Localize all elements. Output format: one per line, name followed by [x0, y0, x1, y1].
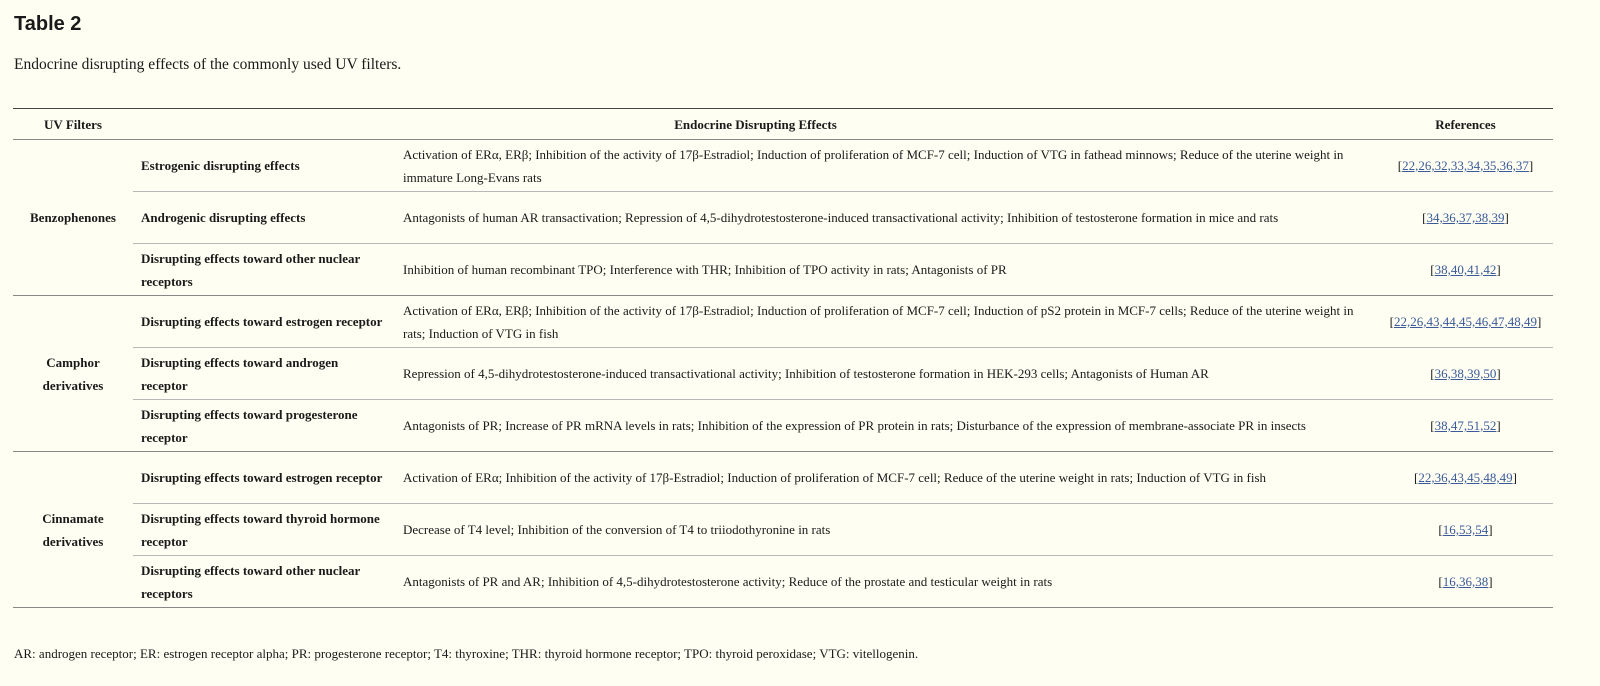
table-row: [13, 296, 1553, 348]
reference-link[interactable]: 16,53,54: [1442, 522, 1489, 537]
effect-detail: Inhibition of human recombinant TPO; Interference with THR; Inhibition of TPO activity in rats; Antagonists of PR: [395, 244, 1378, 296]
effect-type: Disrupting effects toward progesterone receptor: [133, 400, 395, 452]
effect-detail: Antagonists of PR; Increase of PR mRNA levels in rats; Inhibition of the expression of PR protein in rats; Disturbance of the expression of membrane-associate PR in insects: [395, 400, 1378, 452]
group-name-cinnamate-derivatives: Cinnamate derivatives: [13, 452, 133, 608]
references-cell: [38,47,51,52]: [1378, 400, 1553, 452]
table-row: [13, 452, 1553, 504]
group-name-benzophenones: Benzophenones: [13, 140, 133, 296]
references-cell: [22,36,43,45,48,49]: [1378, 452, 1553, 504]
effect-type: Disrupting effects toward thyroid hormone receptor: [133, 504, 395, 556]
header-references: References: [1378, 109, 1553, 140]
table-row: [13, 504, 1553, 556]
effect-detail: Antagonists of human AR transactivation; Repression of 4,5-dihydrotestosterone-induced transactivational activity; Inhibition of testosterone formation in mice and rats: [395, 192, 1378, 244]
reference-link[interactable]: 38,40,41,42: [1434, 262, 1497, 277]
effect-type: Estrogenic disrupting effects: [133, 140, 395, 192]
header-effects: Endocrine Disrupting Effects: [133, 109, 1378, 140]
references-cell: [16,36,38]: [1378, 556, 1553, 608]
header-uv-filters: UV Filters: [13, 109, 133, 140]
table-row: [13, 244, 1553, 296]
effect-type: Androgenic disrupting effects: [133, 192, 395, 244]
reference-link[interactable]: 36,38,39,50: [1434, 366, 1497, 381]
reference-link[interactable]: 22,36,43,45,48,49: [1418, 470, 1513, 485]
effect-detail: Activation of ERα, ERβ; Inhibition of the activity of 17β-Estradiol; Induction of proliferation of MCF-7 cell; Induction of pS2 protein in MCF-7 cells; Reduce of the uterine weight in rats; Induction of VTG in fish: [395, 296, 1378, 348]
table-row: [13, 556, 1553, 608]
references-cell: [22,26,32,33,34,35,36,37]: [1378, 140, 1553, 192]
effect-type: Disrupting effects toward other nuclear receptors: [133, 556, 395, 608]
references-cell: [16,53,54]: [1378, 504, 1553, 556]
uv-filters-table: [13, 108, 1553, 608]
effect-type: Disrupting effects toward androgen receptor: [133, 348, 395, 400]
table-row: [13, 140, 1553, 192]
table-header-row: [13, 109, 1553, 140]
effect-detail: Antagonists of PR and AR; Inhibition of 4,5-dihydrotestosterone activity; Reduce of the prostate and testicular weight in rats: [395, 556, 1378, 608]
table-row: [13, 192, 1553, 244]
table-footnote: AR: androgen receptor; ER: estrogen receptor alpha; PR: progesterone receptor; T4: thyroxine; THR: thyroid hormone receptor; TPO: thyroid peroxidase; VTG: vitellogenin.: [14, 646, 919, 661]
effect-detail: Decrease of T4 level; Inhibition of the conversion of T4 to triiodothyronine in rats: [395, 504, 1378, 556]
references-cell: [34,36,37,38,39]: [1378, 192, 1553, 244]
effect-type: Disrupting effects toward estrogen receptor: [133, 452, 395, 504]
table-row: [13, 348, 1553, 400]
effect-detail: Repression of 4,5-dihydrotestosterone-induced transactivational activity; Inhibition of testosterone formation in HEK-293 cells; Antagonists of Human AR: [395, 348, 1378, 400]
reference-link[interactable]: 38,47,51,52: [1434, 418, 1497, 433]
table-row: [13, 400, 1553, 452]
effect-detail: Activation of ERα, ERβ; Inhibition of the activity of 17β-Estradiol; Induction of proliferation of MCF-7 cell; Induction of VTG in fathead minnows; Reduce of the uterine weight in immature Long-Evans rats: [395, 140, 1378, 192]
effect-type: Disrupting effects toward other nuclear receptors: [133, 244, 395, 296]
references-cell: [38,40,41,42]: [1378, 244, 1553, 296]
table-title: Table 2: [14, 13, 82, 35]
references-cell: [22,26,43,44,45,46,47,48,49]: [1378, 296, 1553, 348]
table-caption: Endocrine disrupting effects of the commonly used UV filters.: [14, 56, 402, 73]
reference-link[interactable]: 16,36,38: [1442, 574, 1489, 589]
effect-type: Disrupting effects toward estrogen receptor: [133, 296, 395, 348]
reference-link[interactable]: 34,36,37,38,39: [1426, 210, 1505, 225]
reference-link[interactable]: 22,26,43,44,45,46,47,48,49: [1394, 314, 1537, 329]
reference-link[interactable]: 22,26,32,33,34,35,36,37: [1402, 158, 1529, 173]
group-name-camphor-derivatives: Camphor derivatives: [13, 296, 133, 452]
effect-detail: Activation of ERα; Inhibition of the activity of 17β-Estradiol; Induction of proliferation of MCF-7 cell; Reduce of the uterine weight in rats; Induction of VTG in fish: [395, 452, 1378, 504]
references-cell: [36,38,39,50]: [1378, 348, 1553, 400]
